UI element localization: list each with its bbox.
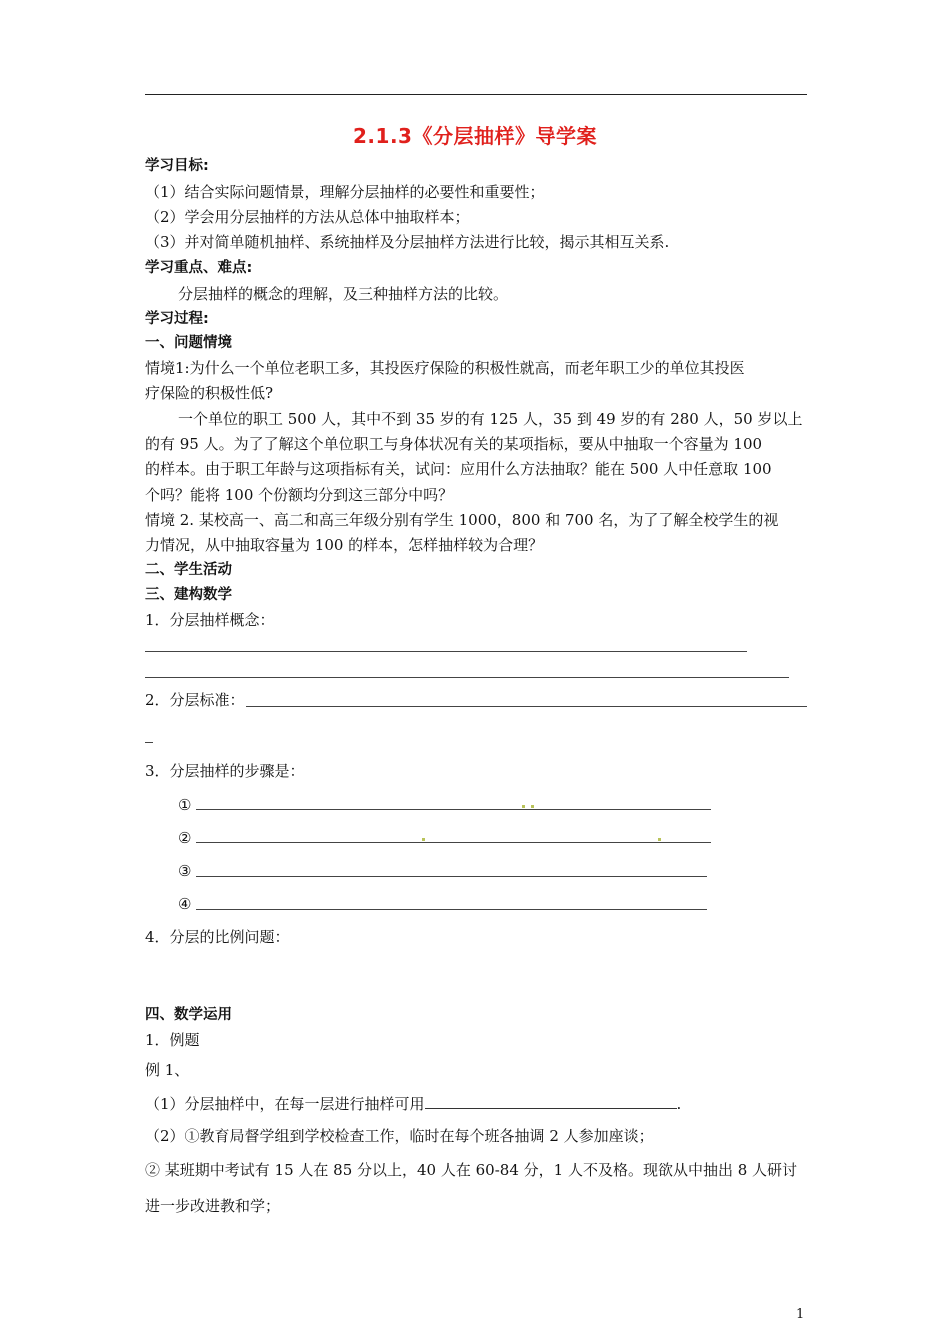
section-3-heading: 三、建构数学 xyxy=(145,587,232,603)
steps-label: 3．分层抽样的步骤是： xyxy=(145,762,305,780)
scenario-paragraph-line: 一个单位的职工 500 人，其中不到 35 岁的有 125 人，35 到 49 岁的有 280 人，50 岁以上 xyxy=(178,410,803,428)
key-points-text: 分层抽样的概念的理解，及三种抽样方法的比较。 xyxy=(178,285,509,303)
standard-label: 2．分层标准： xyxy=(145,691,245,709)
speck xyxy=(531,805,534,808)
step-answer-line xyxy=(196,909,707,910)
scenario-1-line: 情境1:为什么一个单位老职工多，其投医疗保险的积极性就高，而老年职工少的单位其投医 xyxy=(145,359,745,377)
scenario-paragraph-line: 的有 95 人。为了了解这个单位职工与身体状况有关的某项指标，要从中抽取一个容量为 100 xyxy=(145,435,763,453)
speck xyxy=(422,838,425,841)
answer-line-tail xyxy=(145,742,153,743)
answer-line xyxy=(246,706,807,707)
question-1-blank xyxy=(425,1094,677,1109)
ratio-label: 4．分层的比例问题： xyxy=(145,928,290,946)
scenario-1-line: 疗保险的积极性低? xyxy=(145,384,274,402)
header-rule xyxy=(145,94,807,95)
question-3-line: ② 某班期中考试有 15 人在 85 分以上，40 人在 60-84 分，1 人不及格。现欲从中抽出 8 人研讨 xyxy=(145,1161,798,1179)
section-4-heading: 四、数学运用 xyxy=(145,1007,232,1023)
objectives-heading: 学习目标: xyxy=(145,158,209,174)
speck xyxy=(658,838,661,841)
question-2: （2）①教育局督学组到学校检查工作，临时在每个班各抽调 2 人参加座谈； xyxy=(145,1127,654,1145)
answer-line xyxy=(145,677,789,678)
example-number: 例 1、 xyxy=(145,1061,190,1079)
answer-line xyxy=(145,651,747,652)
objective-item: （3）并对简单随机抽样、系统抽样及分层抽样方法进行比较，揭示其相互关系. xyxy=(145,233,670,251)
section-1-heading: 一、问题情境 xyxy=(145,335,232,351)
step-marker: ① xyxy=(178,796,192,814)
question-3-line: 进一步改进教和学； xyxy=(145,1197,281,1215)
scenario-paragraph-line: 的样本。由于职工年龄与这项指标有关，试问：应用什么方法抽取？能在 500 人中任意取 100 xyxy=(145,460,772,478)
speck xyxy=(522,805,525,808)
concept-label: 1．分层抽样概念： xyxy=(145,611,275,629)
objective-item: （2）学会用分层抽样的方法从总体中抽取样本； xyxy=(145,208,470,226)
question-1-text: （1）分层抽样中，在每一层进行抽样可用 xyxy=(145,1095,425,1113)
key-points-heading: 学习重点、难点: xyxy=(145,260,253,276)
step-answer-line xyxy=(196,842,711,843)
scenario-2-line: 力情况，从中抽取容量为 100 的样本，怎样抽样较为合理？ xyxy=(145,536,544,554)
scenario-2-line: 情境 2. 某校高一、高二和高三年级分别有学生 1000，800 和 700 名，为了了解全校学生的视 xyxy=(145,511,779,529)
step-marker: ④ xyxy=(178,895,192,913)
process-heading: 学习过程: xyxy=(145,311,209,327)
step-marker: ② xyxy=(178,829,192,847)
question-1 xyxy=(145,1094,681,1114)
scenario-paragraph-line: 个吗？能将 100 个份额均分到这三部分中吗？ xyxy=(145,486,454,504)
example-label: 1．例题 xyxy=(145,1031,200,1049)
page-number: 1 xyxy=(796,1307,805,1322)
question-1-period: . xyxy=(676,1095,682,1113)
section-2-heading: 二、学生活动 xyxy=(145,562,232,578)
document-title: 2.1.3《分层抽样》导学案 xyxy=(353,124,597,148)
step-marker: ③ xyxy=(178,862,192,880)
step-answer-line xyxy=(196,809,711,810)
objective-item: （1）结合实际问题情景，理解分层抽样的必要性和重要性； xyxy=(145,183,545,201)
step-answer-line xyxy=(196,876,707,877)
